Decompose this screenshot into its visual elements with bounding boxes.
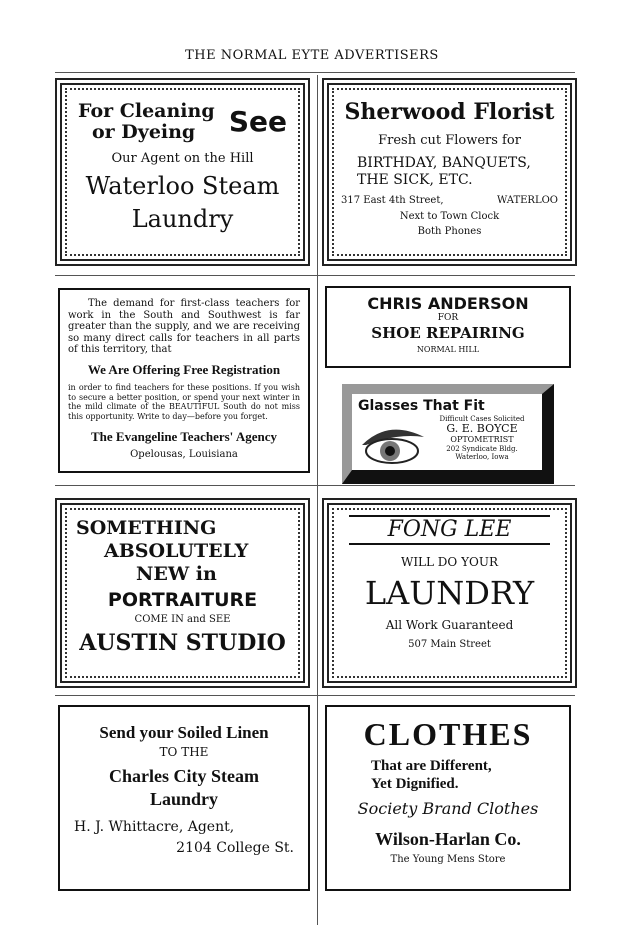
ad-headline: Glasses That Fit — [358, 398, 485, 414]
ad-title: Waterloo Steam — [85, 172, 280, 201]
ad-text: The demand for first-class teachers for work in the South and Southwest is far greater than the supply, and we are receiving so many direct calls for teachers in all parts of this territory, that — [68, 298, 300, 355]
ad-charles-city-steam-laundry — [58, 705, 310, 891]
header-rule — [55, 72, 575, 73]
ad-text: BIRTHDAY, BANQUETS, — [357, 154, 531, 171]
ad-text: Fresh cut Flowers for — [378, 133, 521, 149]
ad-title: FONG LEE — [349, 515, 550, 545]
ad-text: Both Phones — [417, 225, 482, 237]
ad-title: Sherwood Florist — [344, 99, 555, 125]
ad-text: TO THE — [159, 745, 209, 760]
ad-text: WILL DO YOUR — [400, 555, 498, 570]
ad-text: in order to find teachers for these positions. If you wish to secure a better position, or spend your next winter in the mild climate of the BEAUTIFUL South do not miss this opportunity. Write to day—before you forget. — [68, 383, 300, 421]
ad-text: SOMETHING — [76, 517, 217, 539]
ad-text: Waterloo, Iowa — [455, 452, 509, 461]
ad-austin-studio — [55, 498, 310, 688]
ad-title: Laundry — [149, 789, 219, 810]
ad-text: 507 Main Street — [408, 638, 491, 650]
ad-fong-lee — [322, 498, 577, 688]
ad-headline: Wilson-Harlan Co. — [375, 828, 521, 849]
ad-text: Next to Town Clock — [399, 210, 500, 222]
ad-headline: Send your Soiled Linen — [99, 723, 269, 742]
ad-text: Society Brand Clothes — [357, 799, 539, 819]
ad-text: NORMAL HILL — [416, 344, 480, 354]
ad-text: WATERLOO — [497, 194, 558, 206]
ad-text: H. J. Whittacre, Agent, — [74, 818, 235, 835]
ad-chris-anderson — [325, 286, 571, 368]
ad-headline: LAUNDRY — [364, 573, 535, 612]
ad-title: Charles City Steam — [109, 765, 259, 786]
ad-text: ABSOLUTELY — [104, 539, 249, 562]
ad-title: G. E. BOYCE — [446, 421, 518, 435]
ad-text: NEW in — [136, 562, 217, 585]
ad-text: FOR — [437, 313, 459, 324]
ad-text: Our Agent on the Hill — [111, 150, 254, 166]
ad-text: Difficult Cases Solicited — [439, 414, 525, 423]
page-header: THE NORMAL EYTE ADVERTISERS — [185, 48, 439, 63]
ad-headline: PORTRAITURE — [107, 589, 258, 612]
ad-text: 202 Syndicate Bldg. — [446, 444, 518, 453]
ad-headline: SHOE REPAIRING — [371, 323, 525, 342]
ad-text: See — [228, 105, 287, 139]
ad-headline: We Are Offering Free Registration — [87, 361, 281, 377]
ad-text: Opelousas, Louisiana — [130, 449, 238, 461]
ad-title: AUSTIN STUDIO — [79, 630, 286, 657]
ad-title: The Evangeline Teachers' Agency — [91, 429, 277, 445]
ad-waterloo-steam-laundry — [55, 78, 310, 266]
ad-text: COME IN and SEE — [134, 614, 231, 626]
ad-wilson-harlan — [325, 705, 571, 891]
ad-text: 317 East 4th Street, — [341, 194, 444, 206]
ad-text: THE SICK, ETC. — [357, 171, 473, 188]
divider — [55, 695, 575, 696]
ad-text: The Young Mens Store — [390, 854, 506, 866]
ad-title: CLOTHES — [363, 716, 533, 752]
ad-title: Laundry — [131, 205, 234, 234]
ad-sherwood-florist — [322, 78, 577, 266]
ad-text: All Work Guaranteed — [385, 618, 514, 633]
divider — [55, 275, 575, 276]
ad-text: Yet Dignified. — [371, 776, 459, 793]
ad-title: CHRIS ANDERSON — [367, 294, 529, 313]
ad-text: That are Different, — [371, 758, 492, 775]
ad-text: or Dyeing — [92, 120, 196, 143]
ad-evangeline-teachers-agency — [58, 288, 310, 473]
ad-text: OPTOMETRIST — [450, 435, 514, 445]
ad-glasses-that-fit — [342, 384, 554, 484]
eye-icon — [358, 415, 428, 467]
column-divider — [317, 75, 318, 925]
ad-text: For Cleaning — [78, 100, 215, 122]
ad-text: 2104 College St. — [176, 839, 294, 856]
divider — [55, 485, 575, 486]
